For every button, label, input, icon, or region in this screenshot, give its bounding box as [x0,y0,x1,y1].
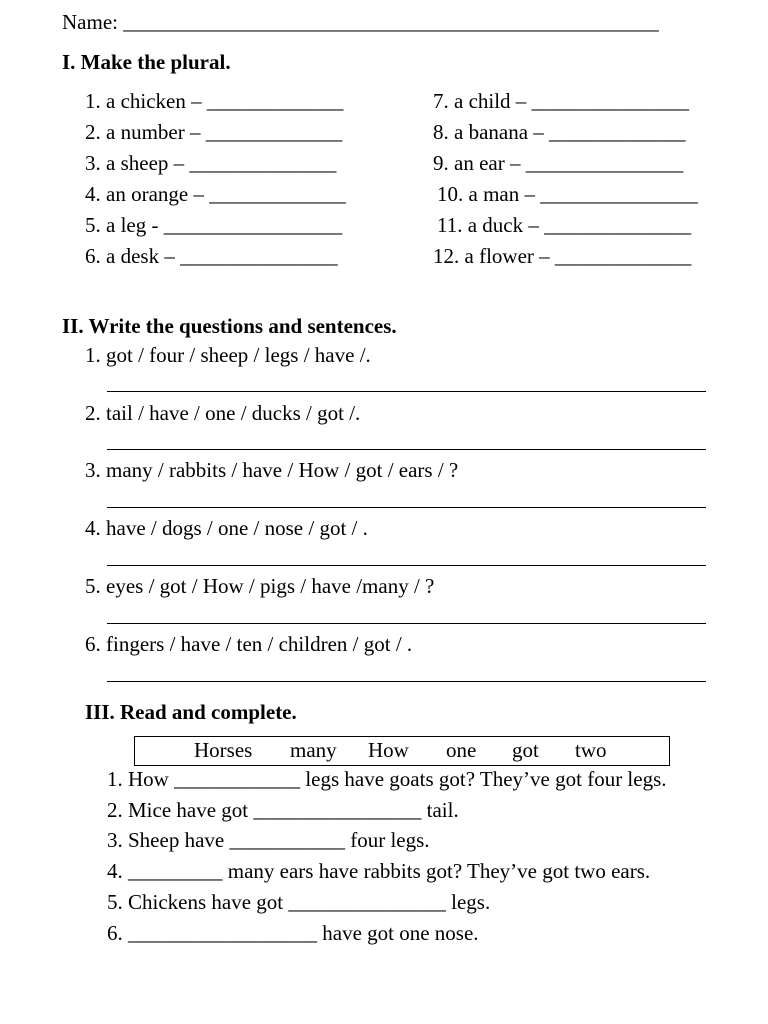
plural-item-2[interactable]: 2. a number – _____________ [85,120,343,144]
complete-item-6[interactable]: 6. __________________ have got one nose. [107,921,479,945]
sentence-answer-line-6[interactable] [107,681,706,682]
word-bank-word: How [368,738,409,762]
complete-item-1[interactable]: 1. How ____________ legs have goats got? They’ve got four legs. [107,767,667,791]
sentence-prompt-5: 5. eyes / got / How / pigs / have /many / ? [85,574,435,598]
sentence-answer-line-1[interactable] [107,391,706,392]
word-bank-word: Horses [194,738,253,762]
sentence-prompt-4: 4. have / dogs / one / nose / got / . [85,516,368,540]
plural-item-3[interactable]: 3. a sheep – ______________ [85,151,337,175]
sentence-answer-line-5[interactable] [107,623,706,624]
sentence-prompt-1: 1. got / four / sheep / legs / have /. [85,343,371,367]
plural-item-6[interactable]: 6. a desk – _______________ [85,244,338,268]
plural-item-5[interactable]: 5. a leg - _________________ [85,213,343,237]
sentence-answer-line-3[interactable] [107,507,706,508]
sentence-prompt-2: 2. tail / have / one / ducks / got /. [85,401,361,425]
plural-item-11[interactable]: 11. a duck – ______________ [437,213,692,237]
plural-item-4[interactable]: 4. an orange – _____________ [85,182,346,206]
plural-item-10[interactable]: 10. a man – _______________ [437,182,698,206]
complete-item-3[interactable]: 3. Sheep have ___________ four legs. [107,828,430,852]
word-bank-word: got [512,738,539,762]
plural-item-9[interactable]: 9. an ear – _______________ [433,151,684,175]
plural-item-12[interactable]: 12. a flower – _____________ [433,244,692,268]
complete-item-4[interactable]: 4. _________ many ears have rabbits got? They’ve got two ears. [107,859,651,883]
word-bank-word: one [446,738,477,762]
name-field-label[interactable]: Name: ___________________________________________________ [62,10,659,34]
word-bank-word: two [575,738,607,762]
word-bank-word: many [290,738,337,762]
plural-item-8[interactable]: 8. a banana – _____________ [433,120,686,144]
sentence-prompt-3: 3. many / rabbits / have / How / got / ears / ? [85,458,459,482]
plural-item-7[interactable]: 7. a child – _______________ [433,89,690,113]
sentence-answer-line-4[interactable] [107,565,706,566]
plural-item-1[interactable]: 1. a chicken – _____________ [85,89,344,113]
section-3-title: III. Read and complete. [85,700,297,724]
section-1-title: I. Make the plural. [62,50,231,74]
word-bank-box [134,736,670,766]
complete-item-5[interactable]: 5. Chickens have got _______________ legs. [107,890,491,914]
sentence-answer-line-2[interactable] [107,449,706,450]
sentence-prompt-6: 6. fingers / have / ten / children / got / . [85,632,413,656]
section-2-title: II. Write the questions and sentences. [62,314,397,338]
complete-item-2[interactable]: 2. Mice have got ________________ tail. [107,798,459,822]
